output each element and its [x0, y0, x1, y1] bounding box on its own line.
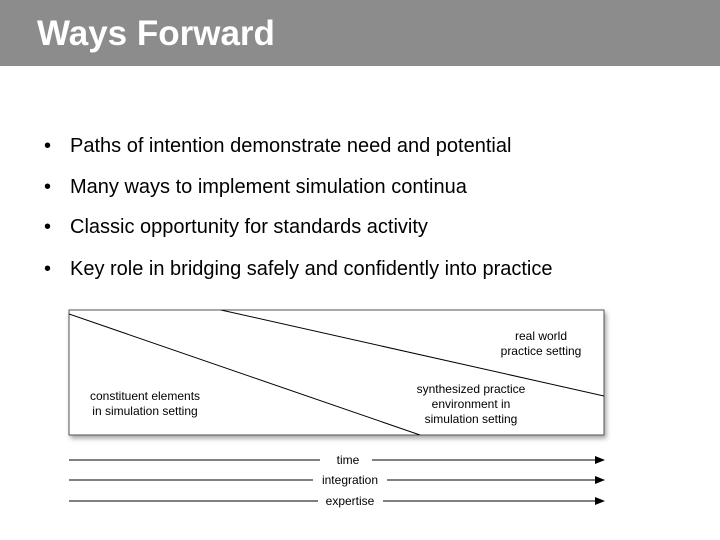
axis-label-expertise: expertise: [325, 494, 375, 508]
real-world-label-line2: practice setting: [500, 344, 582, 358]
constituent-label-line2: in simulation setting: [92, 404, 198, 418]
axis-integration: [69, 473, 604, 487]
bullet-symbol: •: [44, 135, 52, 157]
real-world-label-line1: real world: [514, 329, 568, 343]
bullet-symbol: •: [44, 176, 52, 198]
axis-label-time: time: [336, 453, 360, 467]
synthesized-label-line1: synthesized practice: [416, 382, 526, 396]
synthesized-label-line2: environment in: [431, 397, 511, 411]
bullet-symbol: •: [44, 216, 52, 238]
synthesized-label-line3: simulation setting: [424, 412, 518, 426]
bullet-text: Paths of intention demonstrate need and potential: [70, 135, 512, 157]
axis-expertise: [69, 494, 604, 508]
axis-label-integration: integration: [321, 473, 379, 487]
bullet-text: Many ways to implement simulation continua: [70, 176, 467, 198]
constituent-label-line1: constituent elements: [89, 389, 201, 403]
bullet-text: Key role in bridging safely and confidently into practice: [70, 258, 553, 280]
bullet-text: Classic opportunity for standards activity: [70, 216, 428, 238]
slide-title: Ways Forward: [37, 14, 275, 53]
axis-time: [69, 453, 604, 467]
bullet-symbol: •: [44, 258, 52, 280]
